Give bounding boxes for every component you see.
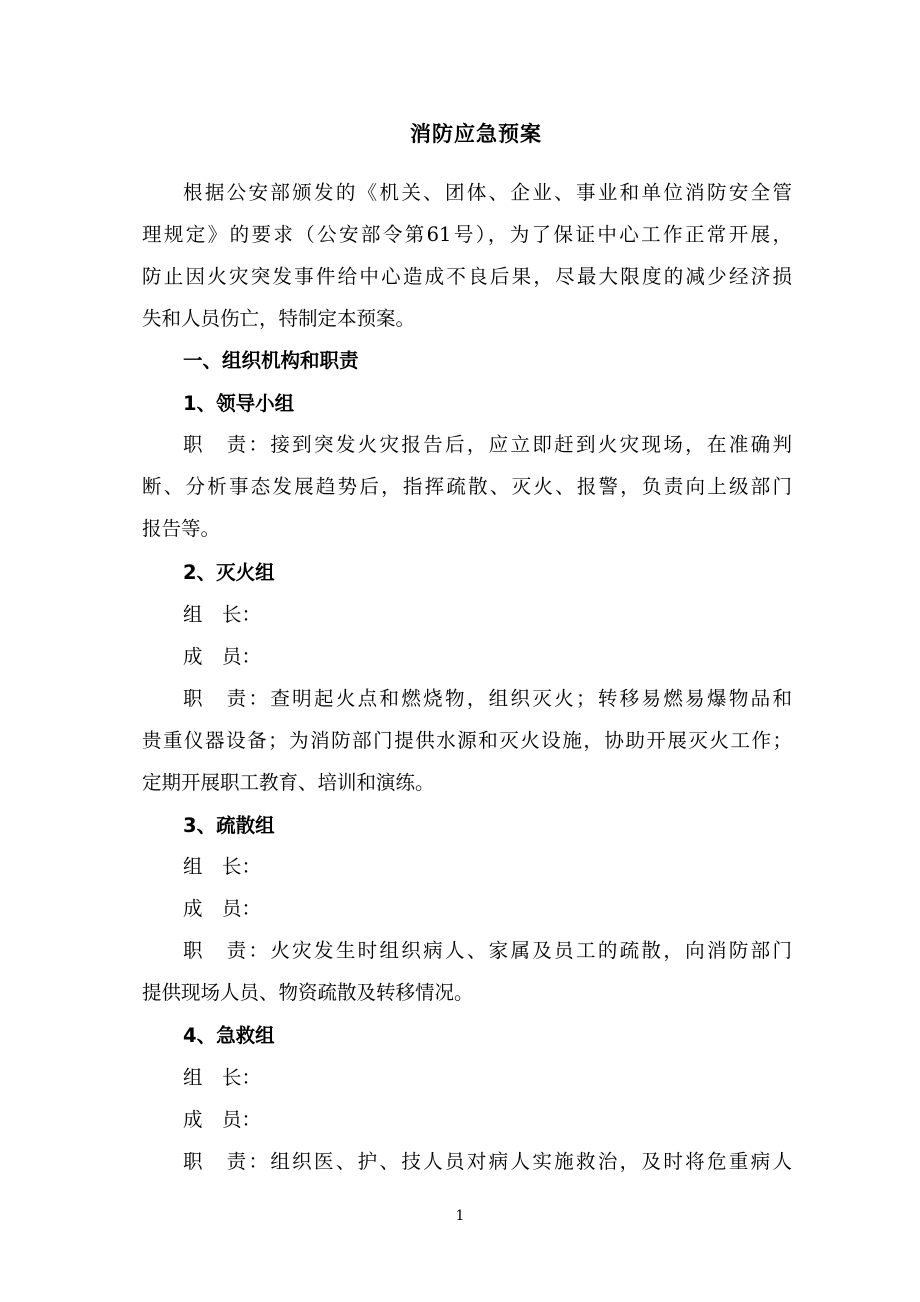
group-leader: 组 长： — [183, 855, 262, 878]
group-members: 成 员： — [183, 645, 262, 668]
duty-line: 职 责：查明起火点和燃烧物，组织灭火；转移易燃易爆物品和 — [183, 687, 792, 710]
duty-line: 报告等。 — [142, 517, 221, 540]
intro-line: 根据公安部颁发的《机关、团体、企业、事业和单位消防安全管 — [183, 181, 792, 204]
group-members: 成 员： — [183, 897, 262, 920]
group-heading: 4、急救组 — [183, 1024, 275, 1047]
group-members: 成 员： — [183, 1108, 262, 1131]
group-heading: 1、领导小组 — [183, 392, 295, 415]
duty-line: 断、分析事态发展趋势后，指挥疏散、灭火、报警，负责向上级部门 — [142, 475, 792, 498]
page-number: 1 — [455, 1208, 465, 1224]
duty-line: 职 责：组织医、护、技人员对病人实施救治，及时将危重病人 — [183, 1150, 792, 1173]
group-leader: 组 长： — [183, 603, 262, 626]
group-heading: 2、灭火组 — [183, 561, 275, 584]
intro-line: 理规定》的要求（公安部令第61号），为了保证中心工作正常开展， — [142, 223, 792, 246]
document-title: 消防应急预案 — [410, 122, 542, 146]
duty-line: 职 责：火灾发生时组织病人、家属及员工的疏散，向消防部门 — [183, 939, 792, 962]
section-heading: 一、组织机构和职责 — [183, 349, 359, 372]
duty-line: 职 责：接到突发火灾报告后，应立即赶到火灾现场，在准确判 — [183, 433, 792, 456]
duty-line: 定期开展职工教育、培训和演练。 — [142, 771, 435, 794]
intro-line: 防止因火灾突发事件给中心造成不良后果，尽最大限度的减少经济损 — [142, 265, 792, 288]
intro-line: 失和人员伤亡，特制定本预案。 — [142, 307, 416, 330]
group-leader: 组 长： — [183, 1066, 262, 1089]
group-heading: 3、疏散组 — [183, 814, 275, 837]
duty-line: 贵重仪器设备；为消防部门提供水源和灭火设施，协助开展灭火工作； — [142, 729, 792, 752]
duty-line: 提供现场人员、物资疏散及转移情况。 — [142, 981, 474, 1004]
